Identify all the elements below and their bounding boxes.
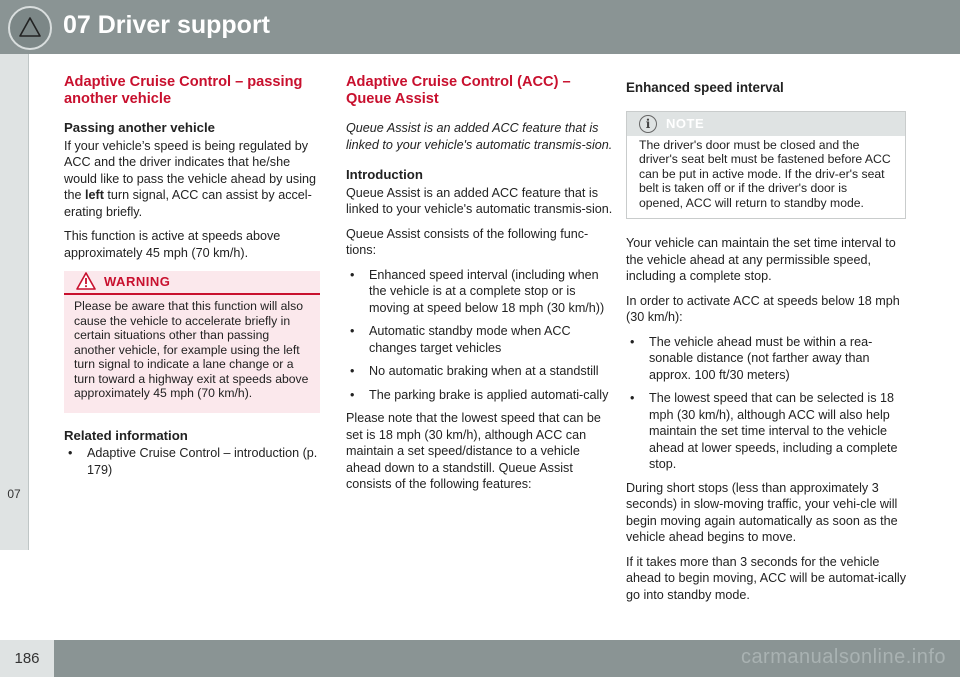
warning-icon xyxy=(76,272,96,290)
paragraph: If it takes more than 3 seconds for the vehicle ahead to begin moving, ACC will be automat-ically go into standby mode. xyxy=(626,554,907,602)
chapter-title: 07 Driver support xyxy=(63,11,271,39)
section-title-passing: Adaptive Cruise Control – passing another vehicle xyxy=(64,74,303,107)
page-footer xyxy=(0,640,960,677)
paragraph: In order to activate ACC at speeds below 18 mph (30 km/h): xyxy=(626,293,900,324)
paragraph: Your vehicle can maintain the set time interval to the vehicle ahead at any permissible speed, including a complete stop. xyxy=(626,236,896,283)
column-passing xyxy=(64,74,320,485)
side-tab-divider xyxy=(28,54,29,550)
bold-word: left xyxy=(85,188,104,202)
heading-speed-interval: Enhanced speed interval xyxy=(626,80,784,95)
paragraph: Please note that the lowest speed that can be set is 18 mph (30 km/h), although ACC can maintain a set speed/distance to a vehicle ahead down to a standstill. Queue Assist consists of the following features: xyxy=(346,411,601,491)
paragraph: Queue Assist is an added ACC feature that is linked to your vehicle's automatic transmis-sion. xyxy=(346,185,613,216)
list-item: • The parking brake is applied automati-cally xyxy=(346,387,614,404)
warning-box xyxy=(64,271,320,413)
chapter-side-tab xyxy=(0,54,28,550)
column-queue-assist xyxy=(346,74,614,501)
column-speed-interval xyxy=(626,74,906,611)
list-item: • Automatic standby mode when ACC changes target vehicles xyxy=(346,323,614,356)
paragraph: If your vehicle’s speed is being regulated by ACC and the driver indicates that he/she would like to pass the vehicle ahead by using the left turn signal, ACC can assist by accel-erating briefly. xyxy=(64,138,317,219)
chapter-tab-label: 07 xyxy=(7,487,21,501)
related-heading: Related information xyxy=(64,427,188,443)
list-item: • The vehicle ahead must be within a rea-sonable distance (not farther away than approx. 100 ft/30 meters) xyxy=(626,334,906,384)
warning-header xyxy=(64,271,320,295)
warning-label: WARNING xyxy=(104,274,171,289)
related-link[interactable]: • Adaptive Cruise Control – introduction (p. 179) xyxy=(64,445,320,478)
subheading-passing: Passing another vehicle xyxy=(64,120,215,135)
info-icon: i xyxy=(639,115,657,133)
note-text: The driver's door must be closed and the driver's seat belt must be fastened before ACC can be put in active mode. If the driv-er's seat belt is taken off or if the driver's door is opened, ACC will return to standby mode. xyxy=(639,137,891,210)
page-number: 186 xyxy=(0,640,54,677)
section-title-queue-assist: Adaptive Cruise Control (ACC) – Queue Assist xyxy=(346,74,571,107)
warning-triangle-icon xyxy=(8,6,52,50)
list-item: • No automatic braking when at a standstill xyxy=(346,363,614,380)
paragraph: Queue Assist consists of the following func-tions: xyxy=(346,226,589,257)
function-list xyxy=(346,267,614,404)
note-label: NOTE xyxy=(666,115,705,131)
subheading-introduction: Introduction xyxy=(346,167,423,182)
list-item: • Enhanced speed interval (including when the vehicle is at a complete stop or is moving at speed below 18 mph (30 km/h)) xyxy=(346,267,614,317)
paragraph: During short stops (less than approximately 3 seconds) in slow-moving traffic, your vehi-cle will begin moving again automatically as soon as the vehicle ahead begins to move. xyxy=(626,480,898,544)
warning-text: Please be aware that this function will also cause the vehicle to accelerate briefly in certain situations other than passing another vehicle, for example using the left turn signal to indicate a lane change or a turn toward a highway exit at speeds above approximately 45 mph (70 km/h). xyxy=(74,299,309,400)
related-list xyxy=(64,445,320,478)
watermark: carmanualsonline.info xyxy=(740,646,946,668)
note-box xyxy=(626,111,906,220)
list-item: • The lowest speed that can be selected is 18 mph (30 km/h), although ACC will also help maintain the set time interval to the vehicle ahead at lower speeds, including a complete stop. xyxy=(626,390,906,473)
page-header xyxy=(0,0,960,54)
requirement-list xyxy=(626,334,906,473)
paragraph: This function is active at speeds above approximately 45 mph (70 km/h). xyxy=(64,229,281,260)
note-header xyxy=(627,112,905,136)
intro-italic: Queue Assist is an added ACC feature that is linked to your vehicle's automatic transmis-sion. xyxy=(346,121,613,152)
